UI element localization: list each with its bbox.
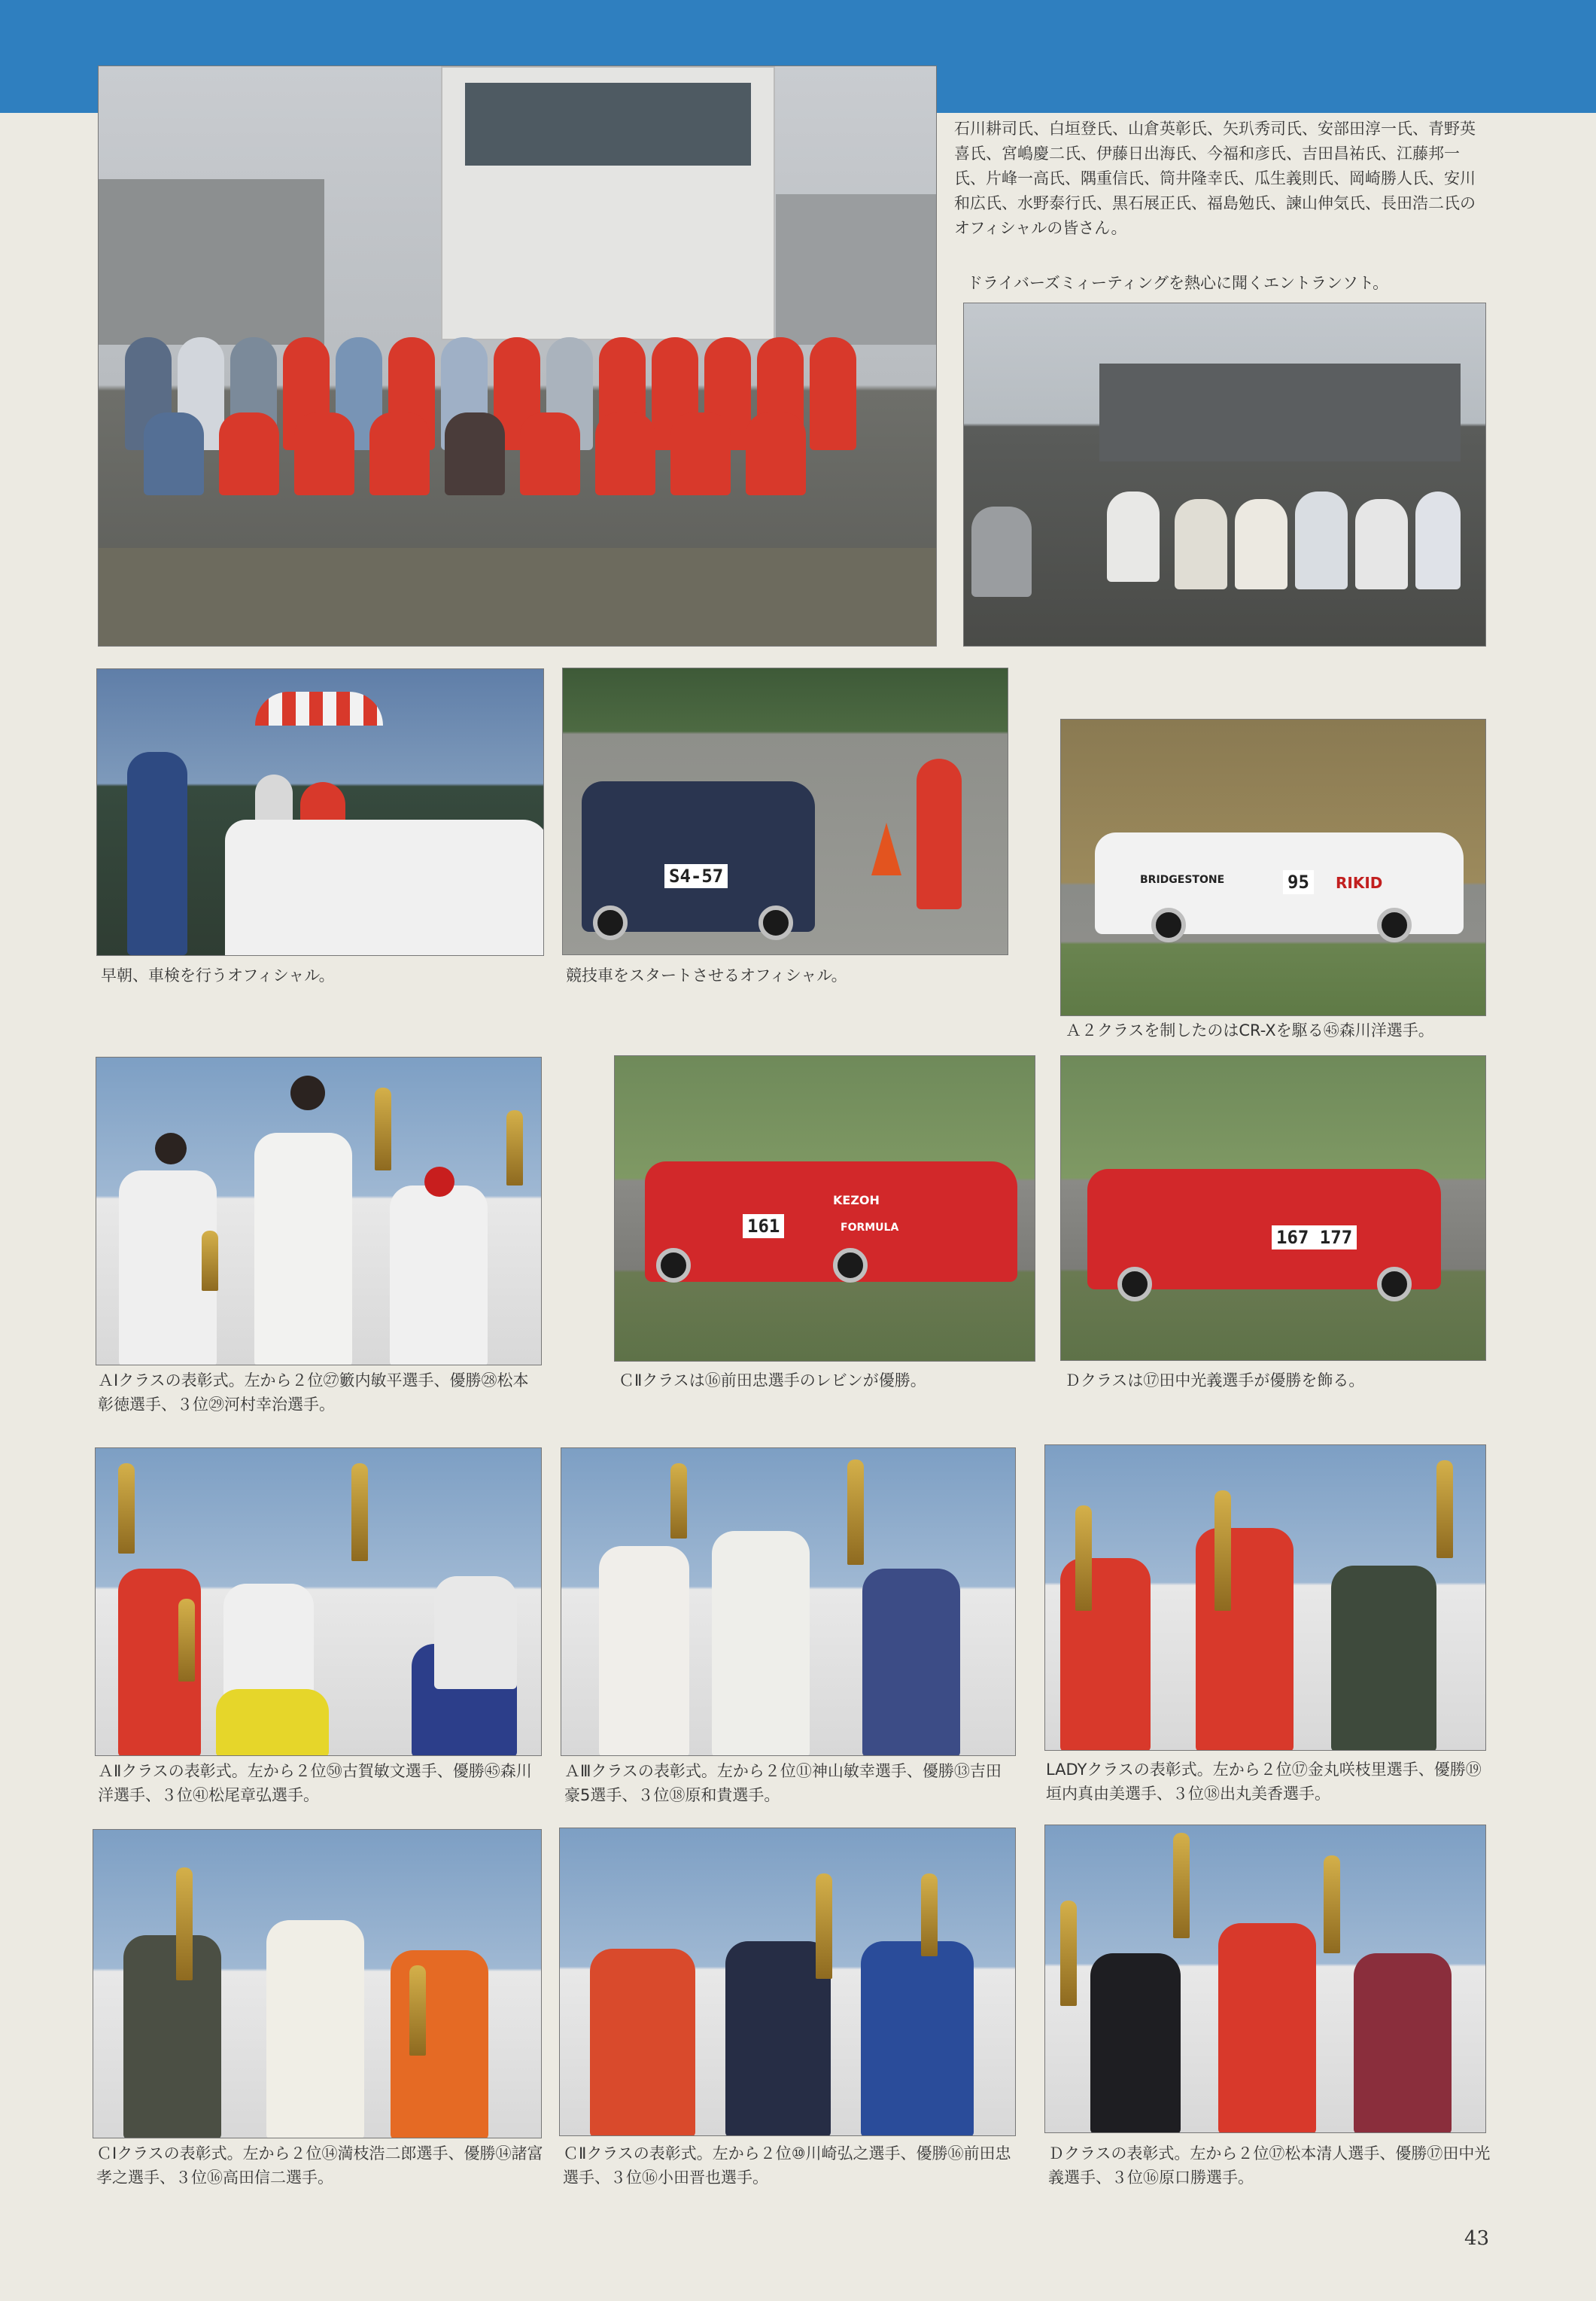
crx-number: 95 [1283, 870, 1314, 894]
traffic-cone [871, 823, 901, 875]
photo-officials-group [98, 65, 937, 647]
caption-c1-award: ＣⅠクラスの表彰式。左から２位⑭満枝浩二郎選手、優勝⑭諸富孝之選手、３位⑯高田信二選手。 [96, 2144, 543, 2187]
photo-start [562, 668, 1008, 955]
umbrella [255, 692, 383, 726]
levin-sponsor: KEZOH [833, 1193, 880, 1207]
inspected-car [225, 820, 544, 956]
tower-window [465, 83, 751, 166]
officials-crowd-front [144, 412, 896, 503]
officials-names-text: 石川耕司氏、白垣登氏、山倉英彰氏、矢玐秀司氏、安部田淳一氏、青野英喜氏、宮嶋慶二氏、伊藤日出海氏、今福和彦氏、吉田昌祐氏、江藤邦一氏、片峰一高氏、隅重信氏、筒井隆幸氏、瓜生義則氏、岡崎勝人氏、安川和広氏、水野泰行氏、黒石展正氏、福島勉氏、諫山伸気氏、長田浩二氏のオフィシャルの皆さん。 [954, 120, 1476, 237]
photo-a1-award [96, 1057, 542, 1365]
license-plate: S4-57 [664, 864, 728, 888]
caption-c2-award: ＣⅡクラスの表彰式。左から２位⑩川崎弘之選手、優勝⑯前田忠選手、３位⑯小田晋也選手。 [563, 2144, 1011, 2187]
caption-d-race: Ｄクラスは⑰田中光義選手が優勝を飾る。 [1065, 1371, 1365, 1389]
photo-crx [1060, 719, 1486, 1016]
control-tower [441, 66, 775, 340]
photo-inspection [96, 668, 544, 956]
photo-a2-award [95, 1447, 542, 1756]
photo-c1-award [93, 1829, 542, 2138]
civic-d-number: 167 177 [1272, 1225, 1357, 1249]
levin-car [645, 1161, 1017, 1282]
photo-d-award [1044, 1825, 1486, 2133]
photo-c2-award [559, 1828, 1016, 2136]
caption-a3-award: ＡⅢクラスの表彰式。左から２位⑪神山敏幸選手、優勝⑬吉田豪5選手、３位⑱原和貴選手。 [564, 1762, 1002, 1804]
photo-levin [614, 1055, 1035, 1362]
photo-drivers-meeting [963, 303, 1486, 647]
caption-start: 競技車をスタートさせるオフィシャル。 [566, 966, 847, 985]
photo-lady-award [1044, 1444, 1486, 1751]
levin-sponsor-2: FORMULA [841, 1222, 899, 1234]
crx-sponsor: RIKID [1336, 874, 1383, 892]
photo-a3-award [561, 1447, 1016, 1756]
ground [99, 548, 937, 647]
caption-drivers-meeting: ドライバーズミィーティングを熱心に聞くエントランソト。 [967, 274, 1389, 292]
caption-a2-award: ＡⅡクラスの表彰式。左から２位㊿古賀敏文選手、優勝㊺森川洋選手、３位㊶松尾章弘選手。 [98, 1762, 532, 1804]
levin-number: 161 [743, 1214, 784, 1238]
crx-sponsor-2: BRIDGESTONE [1140, 874, 1225, 886]
photo-civic-d [1060, 1055, 1486, 1361]
caption-a2: Ａ２クラスを制したのはCR-Xを駆る㊺森川洋選手。 [1066, 1021, 1434, 1039]
caption-inspection: 早朝、車検を行うオフィシャル。 [101, 966, 335, 985]
pit-canopy [1099, 364, 1461, 461]
caption-d-award: Ｄクラスの表彰式。左から２位⑰松本清人選手、優勝⑰田中光義選手、３位⑯原口勝選手。 [1048, 2144, 1491, 2187]
caption-a1-award: ＡⅠクラスの表彰式。左から２位㉗籔内敏平選手、優勝㉘松本彰徳選手、３位㉙河村幸治選手。 [98, 1371, 529, 1414]
caption-lady-award: LADYクラスの表彰式。左から２位⑰金丸咲枝里選手、優勝⑲垣内真由美選手、３位⑱出丸美香選手。 [1046, 1761, 1482, 1803]
caption-c2-race: ＣⅡクラスは⑯前田忠選手のレビンが優勝。 [619, 1371, 926, 1389]
page-number: 43 [1464, 2227, 1490, 2250]
